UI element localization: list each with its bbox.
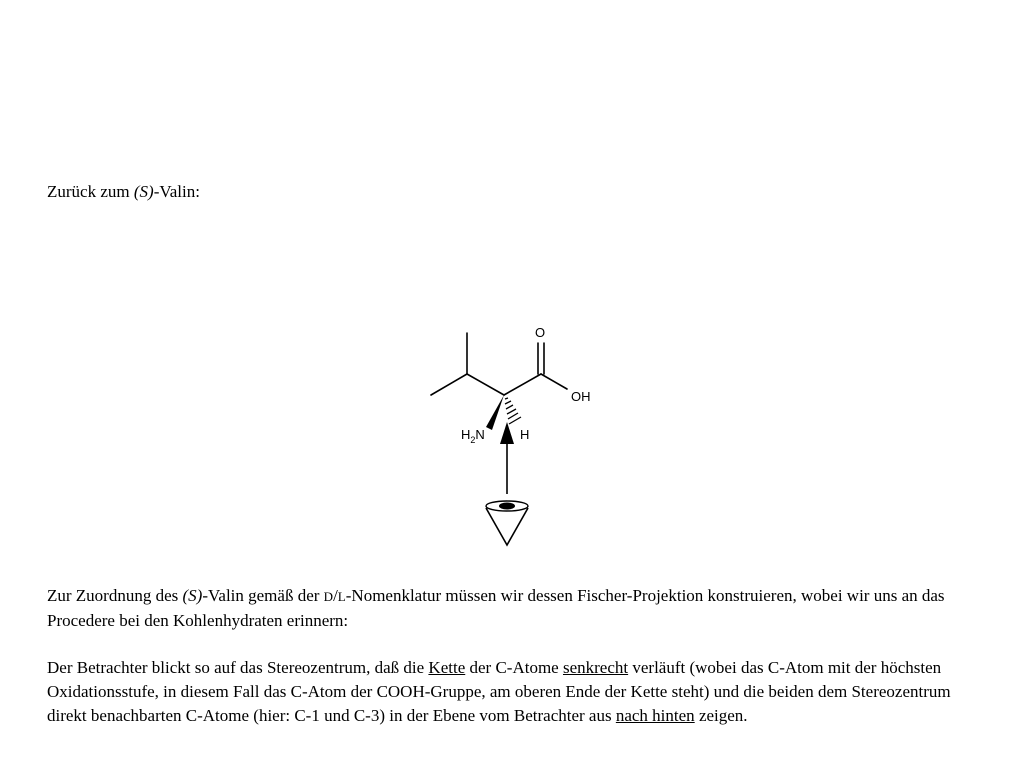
atom-label-h: H [520,427,530,442]
p1-text-2: -Valin gemäß der [202,586,324,605]
bond-methyl-left [431,374,467,395]
nh2-subscript: 2 [470,435,476,445]
p1-stereo-descriptor: (S) [182,586,203,605]
nh2-n: N [475,427,485,442]
nh2-h: H [461,427,471,442]
p2-text-3: verläuft (wobei das C-Atom mit der höchsten Oxidationsstufe, in diesem Fall das C-Atom der COOH-Gruppe, am oberen Ende der Kette steht) und die beiden dem Stereozentrum direkt benachbarten C-Atome (hier: C-1 und C-3) in der Ebene vom Betrachter aus [47,658,951,725]
atom-label-nh2 [461,427,485,445]
p2-text-1: Der Betrachter blickt so auf das Stereozentrum, daß die [47,658,429,677]
p2-underlined-nach-hinten: nach hinten [615,706,695,725]
heading-text-post: -Valin: [153,182,200,201]
p2-text-2: der C-Atome [465,658,563,677]
heading-stereo-descriptor: (S) [133,182,154,201]
p2-underlined-kette: Kette [428,658,466,677]
p1-smallcaps-d: D [323,589,334,604]
p2-underlined-senkrecht: senkrecht [562,658,629,677]
paragraph-fischer-intro [47,584,987,633]
atom-label-oh: OH [571,389,591,404]
bond-stereocenter-to-carboxyl [504,374,541,395]
eye-icon [486,501,528,545]
heading-text-pre: Zurück zum [47,182,134,201]
p2-text-4: zeigen. [694,706,748,725]
p1-slash: / [333,586,338,605]
p1-smallcaps-l: L [337,589,346,604]
valine-skeleton [431,333,567,395]
atom-label-o: O [535,325,546,340]
p1-text-1: Zur Zuordnung des [47,586,183,605]
bond-carboxyl-to-oh [541,374,567,389]
hash-bond-h [505,398,521,424]
p1-text-3: -Nomenklatur müssen wir dessen Fischer-Projektion konstruieren, wobei wir uns an das Procedere bei den Kohlenhydraten erinnern: [47,586,945,630]
viewing-arrow-head [500,422,514,444]
paragraph-viewing-rule [47,656,987,728]
wedge-bond-nh2 [486,395,504,430]
bond-isopropyl-to-stereocenter [467,374,504,395]
